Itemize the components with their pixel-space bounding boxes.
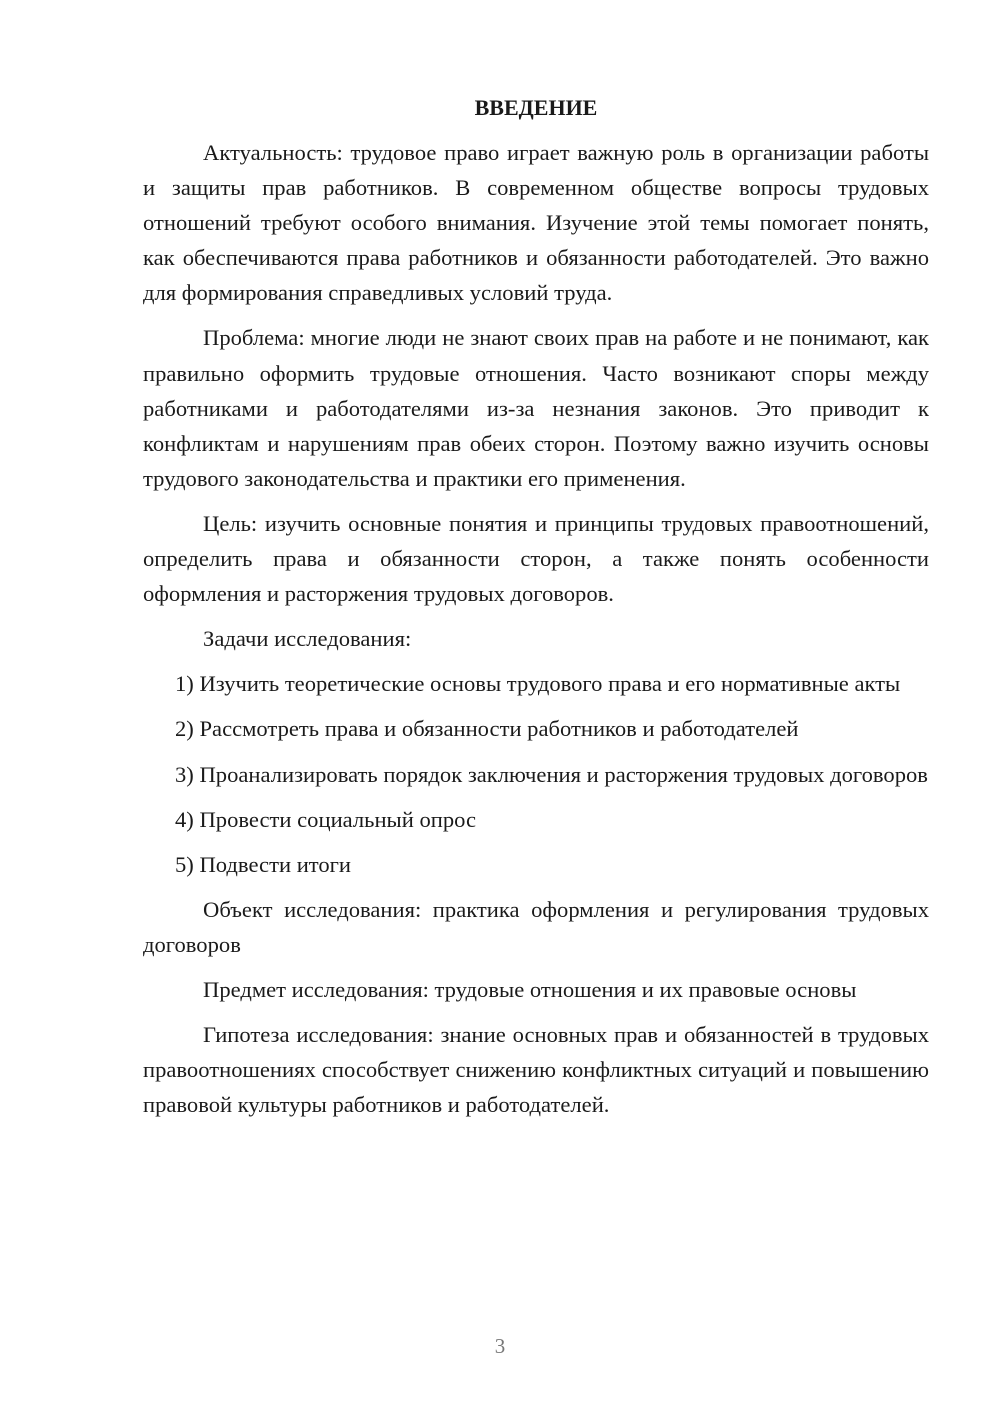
document-page <box>143 90 929 1132</box>
task-item-2: 2) Рассмотреть права и обязанности работников и работодателей <box>175 716 799 742</box>
task-item-1: 1) Изучить теоретические основы трудового права и его нормативные акты <box>175 671 901 697</box>
paragraph-relevance: Актуальность: трудовое право играет важную роль в организации работы и защиты прав работников. В современном обществе вопросы трудовых отношений требуют особого внимания. Изучение этой темы помогает понять, как обеспечиваются права работников и обязанности работодателей. Это важно для формирования справедливых условий труда. <box>143 140 929 306</box>
task-item-5: 5) Подвести итоги <box>175 851 352 877</box>
section-title: ВВЕДЕНИЕ <box>474 95 598 120</box>
task-item-4: 4) Провести социальный опрос <box>175 806 477 832</box>
paragraph-object: Объект исследования: практика оформления и регулирования трудовых договоров <box>143 896 929 957</box>
paragraph-subject: Предмет исследования: трудовые отношения и их правовые основы <box>203 976 857 1002</box>
task-item-3: 3) Проанализировать порядок заключения и расторжения трудовых договоров <box>175 761 928 787</box>
paragraph-problem: Проблема: многие люди не знают своих прав на работе и не понимают, как правильно оформить трудовые отношения. Часто возникают споры между работниками и работодателями из-за незнания законов. Это приводит к конфликтам и нарушениям прав обеих сторон. Поэтому важно изучить основы трудового законодательства и практики его применения. <box>143 325 929 491</box>
page-number: 3 <box>494 1334 506 1358</box>
paragraph-goal: Цель: изучить основные понятия и принципы трудовых правоотношений, определить права и обязанности сторон, а также понять особенности оформления и расторжения трудовых договоров. <box>143 510 929 607</box>
paragraph-hypothesis: Гипотеза исследования: знание основных прав и обязанностей в трудовых правоотношениях способствует снижению конфликтных ситуаций и повышению правовой культуры работников и работодателей. <box>143 1022 929 1118</box>
tasks-heading: Задачи исследования: <box>203 626 412 652</box>
